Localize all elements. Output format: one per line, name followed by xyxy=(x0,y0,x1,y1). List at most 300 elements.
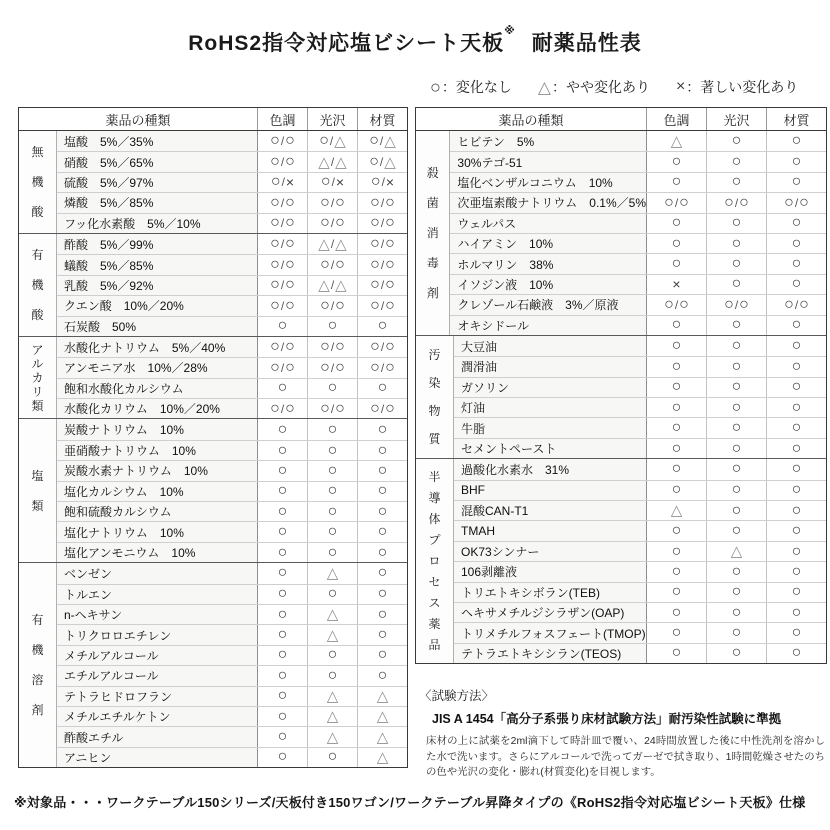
gloss-result-cell xyxy=(307,522,357,541)
table-row xyxy=(450,172,826,192)
circle-symbol: ○ xyxy=(270,235,280,253)
gloss-result-cell xyxy=(307,502,357,521)
circle-symbol: ○ xyxy=(320,399,330,417)
slash: / xyxy=(380,237,385,252)
chemical-name-cell: ハイアミン 10% xyxy=(450,234,646,253)
gloss-result-cell xyxy=(706,459,766,479)
circle-symbol: ○ xyxy=(671,153,682,171)
table-row xyxy=(57,686,407,706)
table-row xyxy=(454,397,826,417)
chemical-name-cell: 蟻酸 5%／85% xyxy=(57,255,257,274)
circle-symbol: ○ xyxy=(791,234,802,252)
circle-symbol: ○ xyxy=(285,399,295,417)
column-header-material: 材質 xyxy=(357,108,407,130)
circle-symbol: ○ xyxy=(270,193,280,211)
gloss-result-cell xyxy=(706,542,766,561)
circle-symbol: ○ xyxy=(285,235,295,253)
table-row xyxy=(454,541,826,561)
circle-symbol: ○ xyxy=(370,276,380,294)
category-group xyxy=(416,458,826,663)
table-row xyxy=(454,356,826,376)
chemical-name-cell: アニヒン xyxy=(57,748,257,767)
color-result-cell xyxy=(646,418,706,437)
circle-symbol: ○ xyxy=(791,522,802,540)
category-label: 殺 菌 消 毒 剤 xyxy=(426,165,439,300)
circle-symbol: ○ xyxy=(731,603,742,621)
table-row xyxy=(454,643,826,663)
color-result-cell xyxy=(646,152,706,171)
slash: / xyxy=(280,195,285,210)
cross-symbol: × xyxy=(285,174,295,191)
circle-symbol: ○ xyxy=(791,542,802,560)
circle-symbol: ○ xyxy=(320,193,330,211)
circle-symbol: ○ xyxy=(327,585,338,603)
table-row xyxy=(57,481,407,501)
gloss-result-cell xyxy=(706,336,766,356)
circle-symbol: ○ xyxy=(791,501,802,519)
circle-symbol: ○ xyxy=(277,441,288,459)
circle-symbol: ○ xyxy=(335,296,345,314)
table-row xyxy=(454,622,826,642)
material-result-cell xyxy=(357,687,407,706)
gloss-result-cell xyxy=(307,255,357,274)
slash: / xyxy=(280,134,285,149)
category-cell xyxy=(416,336,454,458)
color-result-cell xyxy=(646,316,706,335)
circle-symbol: ○ xyxy=(377,317,388,335)
circle-symbol: ○ xyxy=(724,295,734,313)
circle-symbol: ○ xyxy=(377,585,388,603)
circle-symbol: ○ xyxy=(679,193,689,211)
chemical-name-cell: 乳酸 5%／92% xyxy=(57,276,257,295)
slash: / xyxy=(280,258,285,273)
category-group xyxy=(19,562,407,767)
gloss-result-cell xyxy=(307,543,357,562)
circle-symbol: ○ xyxy=(385,256,395,274)
circle-symbol: ○ xyxy=(731,522,742,540)
column-header-gloss: 光沢 xyxy=(307,108,357,130)
gloss-result-cell xyxy=(307,482,357,501)
material-result-cell xyxy=(766,357,826,376)
circle-symbol: ○ xyxy=(724,193,734,211)
circle-symbol: ○ xyxy=(277,687,288,705)
chemical-name-cell: エチルアルコール xyxy=(57,666,257,685)
chemical-name-cell: アンモニア水 10%／28% xyxy=(57,358,257,377)
column-header-chemical: 薬品の種類 xyxy=(498,112,564,128)
circle-symbol: ○ xyxy=(270,358,280,376)
chemical-name-cell: 硫酸 5%／97% xyxy=(57,173,257,192)
triangle-symbol: △ xyxy=(326,687,339,705)
material-result-cell xyxy=(766,378,826,397)
table-row xyxy=(57,584,407,604)
table-row xyxy=(57,131,407,151)
color-result-cell xyxy=(257,646,307,665)
circle-symbol: ○ xyxy=(285,276,295,294)
material-result-cell xyxy=(766,193,826,212)
circle-symbol: ○ xyxy=(731,439,742,457)
category-cell xyxy=(416,459,454,663)
circle-symbol: ○ xyxy=(791,398,802,416)
chemical-name-cell: 炭酸ナトリウム 10% xyxy=(57,419,257,439)
material-result-cell xyxy=(357,234,407,254)
circle-symbol: ○ xyxy=(327,748,338,766)
test-method-standard: JIS A 1454「高分子系張り床材試験方法」耐汚染性試験に準拠 xyxy=(432,712,782,726)
category-label: 塩 類 xyxy=(31,468,44,513)
slash: / xyxy=(734,297,739,312)
circle-symbol: ○ xyxy=(671,562,682,580)
gloss-result-cell xyxy=(706,603,766,622)
circle-symbol: ○ xyxy=(327,420,338,438)
category-label: 有 機 酸 xyxy=(31,247,44,322)
circle-symbol: ○ xyxy=(370,358,380,376)
triangle-symbol: △ xyxy=(318,276,330,294)
slash: / xyxy=(380,216,385,231)
category-cell xyxy=(19,563,57,767)
color-result-cell xyxy=(257,276,307,295)
table-row xyxy=(454,336,826,356)
title-main: RoHS2指令対応塩ビシート天板 xyxy=(188,32,505,55)
gloss-result-cell xyxy=(706,173,766,192)
circle-symbol: ○ xyxy=(327,523,338,541)
circle-symbol: ○ xyxy=(784,295,794,313)
circle-symbol: ○ xyxy=(791,316,802,334)
table-row xyxy=(450,213,826,233)
chemical-name-cell: 塩化アンモニウム 10% xyxy=(57,543,257,562)
chemical-name-cell: BHF xyxy=(454,481,646,500)
chemical-name-cell: 水酸化カリウム 10%／20% xyxy=(57,399,257,418)
circle-symbol: ○ xyxy=(369,153,379,171)
table-row xyxy=(57,398,407,418)
gloss-result-cell xyxy=(706,131,766,151)
color-result-cell xyxy=(257,337,307,357)
category-rows xyxy=(57,234,407,336)
slash: / xyxy=(380,340,385,355)
category-group xyxy=(416,335,826,458)
slash: / xyxy=(329,134,334,149)
gloss-result-cell xyxy=(307,707,357,726)
triangle-symbol: △ xyxy=(326,564,339,582)
test-method-section xyxy=(419,686,825,781)
slash: / xyxy=(734,195,739,210)
table-row xyxy=(450,131,826,151)
table-row xyxy=(57,213,407,233)
circle-symbol: ○ xyxy=(671,603,682,621)
color-result-cell xyxy=(257,482,307,501)
circle-symbol: ○ xyxy=(270,214,280,232)
legend-label: ：著しい変化あり xyxy=(686,79,799,95)
table-row xyxy=(57,604,407,624)
category-rows xyxy=(57,563,407,767)
color-result-cell xyxy=(646,439,706,458)
slash: / xyxy=(379,134,384,149)
circle-symbol: ○ xyxy=(791,255,802,273)
circle-symbol: ○ xyxy=(270,132,280,150)
chemical-name-cell: 亜硝酸ナトリウム 10% xyxy=(57,441,257,460)
triangle-symbol: △ xyxy=(537,77,551,97)
material-result-cell xyxy=(357,707,407,726)
circle-symbol: ○ xyxy=(320,173,331,191)
chemical-table-right xyxy=(415,107,827,664)
table-row xyxy=(57,747,407,767)
material-result-cell xyxy=(357,727,407,746)
chemical-name-cell: ホルマリン 38% xyxy=(450,254,646,273)
color-result-cell xyxy=(257,317,307,336)
slash: / xyxy=(380,360,385,375)
cross-symbol: × xyxy=(675,78,686,95)
circle-symbol: ○ xyxy=(385,276,395,294)
material-result-cell xyxy=(357,585,407,604)
category-cell xyxy=(19,234,57,336)
table-row xyxy=(450,151,826,171)
chemical-name-cell: メチルアルコール xyxy=(57,646,257,665)
column-header-color: 色調 xyxy=(646,108,706,130)
circle-symbol: ○ xyxy=(679,295,689,313)
gloss-result-cell xyxy=(307,276,357,295)
gloss-result-cell xyxy=(307,214,357,233)
circle-symbol: ○ xyxy=(671,644,682,662)
color-result-cell xyxy=(257,522,307,541)
material-result-cell xyxy=(766,336,826,356)
table-row xyxy=(57,254,407,274)
color-result-cell xyxy=(646,521,706,540)
circle-symbol: ○ xyxy=(385,214,395,232)
gloss-result-cell xyxy=(307,563,357,583)
color-result-cell xyxy=(646,542,706,561)
chemical-name-cell: 酢酸 5%／99% xyxy=(57,234,257,254)
color-result-cell xyxy=(646,623,706,642)
table-row xyxy=(454,438,826,458)
chemical-name-cell: 硝酸 5%／65% xyxy=(57,152,257,171)
chemical-name-cell: n-ヘキサン xyxy=(57,605,257,624)
triangle-symbol: △ xyxy=(326,606,339,624)
chemical-name-cell: オキシドール xyxy=(450,316,646,335)
chemical-name-cell: 過酸化水素水 31% xyxy=(454,459,646,479)
category-rows xyxy=(450,131,826,335)
color-result-cell xyxy=(646,131,706,151)
circle-symbol: ○ xyxy=(377,605,388,623)
circle-symbol: ○ xyxy=(731,378,742,396)
slash: / xyxy=(331,175,335,190)
category-rows xyxy=(57,337,407,419)
legend-label: ：変化なし xyxy=(441,79,512,95)
chemical-name-cell: クエン酸 10%／20% xyxy=(57,296,257,315)
color-result-cell xyxy=(257,358,307,377)
table-row xyxy=(57,563,407,583)
circle-symbol: ○ xyxy=(377,646,388,664)
chemical-name-cell: 酢酸エチル xyxy=(57,727,257,746)
slash: / xyxy=(381,175,385,190)
chemical-name-cell: メチルエチルケトン xyxy=(57,707,257,726)
table-row xyxy=(454,377,826,397)
table-row xyxy=(454,602,826,622)
material-result-cell xyxy=(357,255,407,274)
circle-symbol: ○ xyxy=(285,256,295,274)
material-result-cell xyxy=(766,562,826,581)
chemical-name-cell: ヒビテン 5% xyxy=(450,131,646,151)
circle-symbol: ○ xyxy=(731,357,742,375)
table-header-row xyxy=(416,108,826,131)
circle-symbol: ○ xyxy=(791,562,802,580)
table-row xyxy=(57,295,407,315)
table-row xyxy=(450,233,826,253)
table-row xyxy=(57,726,407,746)
circle-symbol: ○ xyxy=(731,153,742,171)
circle-symbol: ○ xyxy=(671,337,682,355)
color-result-cell xyxy=(646,481,706,500)
circle-symbol: ○ xyxy=(671,624,682,642)
circle-symbol: ○ xyxy=(277,543,288,561)
category-group xyxy=(19,336,407,419)
cross-symbol: × xyxy=(385,174,395,191)
chemical-name-cell: セメントペースト xyxy=(454,439,646,458)
circle-symbol: ○ xyxy=(270,276,280,294)
table-row xyxy=(454,480,826,500)
column-header-material: 材質 xyxy=(766,108,826,130)
color-result-cell xyxy=(257,727,307,746)
material-result-cell xyxy=(357,358,407,377)
table-row xyxy=(57,337,407,357)
circle-symbol: ○ xyxy=(285,132,295,150)
table-row xyxy=(450,274,826,294)
circle-symbol: ○ xyxy=(327,502,338,520)
circle-symbol: ○ xyxy=(277,564,288,582)
circle-symbol: ○ xyxy=(664,193,674,211)
category-rows xyxy=(57,419,407,562)
category-rows xyxy=(454,336,826,458)
circle-symbol: ○ xyxy=(731,214,742,232)
circle-symbol: ○ xyxy=(377,564,388,582)
gloss-result-cell xyxy=(307,358,357,377)
chemical-name-cell: 飽和水酸化カルシウム xyxy=(57,379,257,398)
triangle-symbol: △ xyxy=(384,153,396,171)
table-row xyxy=(454,500,826,520)
slash: / xyxy=(380,195,385,210)
table-row xyxy=(450,192,826,212)
category-group xyxy=(416,131,826,335)
column-header-gloss: 光沢 xyxy=(706,108,766,130)
gloss-result-cell xyxy=(307,419,357,439)
material-result-cell xyxy=(357,276,407,295)
color-result-cell xyxy=(257,625,307,644)
slash: / xyxy=(280,155,285,170)
circle-symbol: ○ xyxy=(327,482,338,500)
table-row xyxy=(57,419,407,439)
material-result-cell xyxy=(766,234,826,253)
color-result-cell xyxy=(257,173,307,192)
circle-symbol: ○ xyxy=(277,646,288,664)
circle-symbol: ○ xyxy=(327,646,338,664)
slash: / xyxy=(280,237,285,252)
cross-symbol: × xyxy=(672,276,681,293)
circle-symbol: ○ xyxy=(270,399,280,417)
circle-symbol: ○ xyxy=(377,379,388,397)
slash: / xyxy=(330,340,335,355)
gloss-result-cell xyxy=(307,461,357,480)
chemical-name-cell: 灯油 xyxy=(454,398,646,417)
circle-symbol: ○ xyxy=(377,523,388,541)
circle-symbol: ○ xyxy=(320,256,330,274)
triangle-symbol: △ xyxy=(670,502,683,520)
table-row xyxy=(454,459,826,479)
material-result-cell xyxy=(766,398,826,417)
material-result-cell xyxy=(766,173,826,192)
category-group xyxy=(19,131,407,233)
circle-symbol: ○ xyxy=(671,583,682,601)
gloss-result-cell xyxy=(307,585,357,604)
circle-symbol: ○ xyxy=(731,501,742,519)
gloss-result-cell xyxy=(307,748,357,767)
category-cell xyxy=(19,419,57,562)
chemical-name-cell: 燐酸 5%／85% xyxy=(57,193,257,212)
circle-symbol: ○ xyxy=(791,337,802,355)
color-result-cell xyxy=(646,644,706,663)
category-cell xyxy=(416,131,450,335)
color-result-cell xyxy=(257,152,307,171)
chemical-name-cell: トリエトキシボラン(TEB) xyxy=(454,583,646,602)
table-row xyxy=(57,151,407,171)
circle-symbol: ○ xyxy=(277,317,288,335)
material-result-cell xyxy=(357,543,407,562)
circle-symbol: ○ xyxy=(277,585,288,603)
color-result-cell xyxy=(257,461,307,480)
circle-symbol: ○ xyxy=(791,357,802,375)
table-row xyxy=(57,234,407,254)
circle-symbol: ○ xyxy=(320,338,330,356)
gloss-result-cell xyxy=(706,193,766,212)
color-result-cell xyxy=(257,585,307,604)
color-result-cell xyxy=(646,378,706,397)
chemical-name-cell: 飽和硫酸カルシウム xyxy=(57,502,257,521)
material-result-cell xyxy=(766,603,826,622)
slash: / xyxy=(330,216,335,231)
material-result-cell xyxy=(766,542,826,561)
gloss-result-cell xyxy=(706,357,766,376)
circle-symbol: ○ xyxy=(791,132,802,150)
table-row xyxy=(454,582,826,602)
circle-symbol: ○ xyxy=(731,398,742,416)
circle-symbol: ○ xyxy=(327,317,338,335)
table-row xyxy=(454,417,826,437)
table-row xyxy=(57,275,407,295)
circle-symbol: ○ xyxy=(277,420,288,438)
circle-symbol: ○ xyxy=(370,235,380,253)
slash: / xyxy=(330,278,335,293)
material-result-cell xyxy=(357,605,407,624)
material-result-cell xyxy=(357,131,407,151)
material-result-cell xyxy=(766,501,826,520)
color-result-cell xyxy=(257,193,307,212)
circle-symbol: ○ xyxy=(327,379,338,397)
color-result-cell xyxy=(646,501,706,520)
circle-symbol: ○ xyxy=(270,173,281,191)
chemical-name-cell: トルエン xyxy=(57,585,257,604)
circle-symbol: ○ xyxy=(270,153,280,171)
circle-symbol: ○ xyxy=(385,235,395,253)
circle-symbol: ○ xyxy=(285,358,295,376)
chemical-name-cell: 混酸CAN-T1 xyxy=(454,501,646,520)
table-row xyxy=(450,253,826,273)
slash: / xyxy=(380,298,385,313)
triangle-symbol: △ xyxy=(670,132,683,150)
column-header-chemical: 薬品の種類 xyxy=(105,112,171,128)
circle-symbol: ○ xyxy=(671,214,682,232)
slash: / xyxy=(380,401,385,416)
title-suffix: 耐薬品性表 xyxy=(531,32,642,55)
material-result-cell xyxy=(766,152,826,171)
slash: / xyxy=(280,360,285,375)
table-row xyxy=(57,521,407,541)
circle-symbol: ○ xyxy=(277,666,288,684)
